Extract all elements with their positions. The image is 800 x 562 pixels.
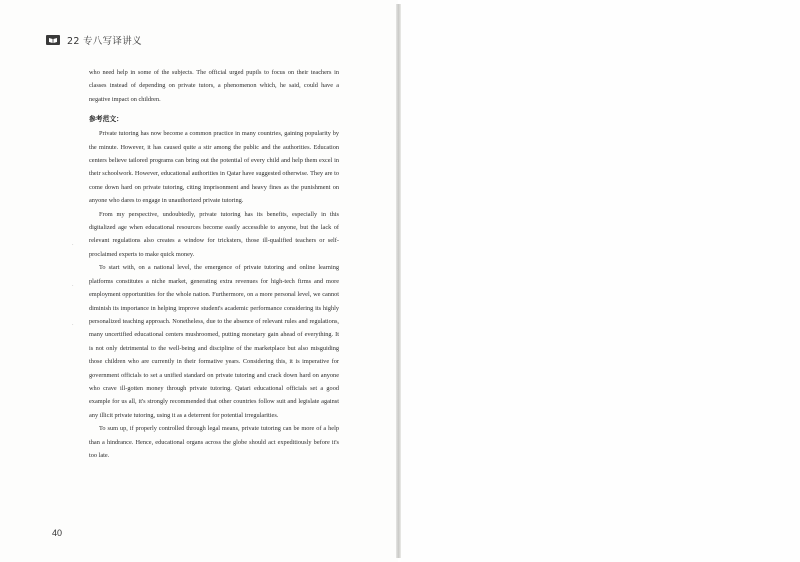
section-heading: 参考范文： (89, 115, 123, 124)
essay-paragraph-1: Private tutoring has now become a common practice in many countries, gaining popularity by the minute. However, it has caused quite a stir among the public and the authorities. Education centers believe tailored programs can bring out the potential of every child and help them excel in their schoolwork. However, educational authorities in Qatar have suggested otherwise. They are to come down hard on private tutoring, citing imprisonment and heavy fines as the punishment on anyone who dares to engage in unauthorized private tutoring. (89, 130, 339, 205)
page-header (46, 33, 142, 47)
left-page (0, 0, 398, 562)
body-text (89, 66, 339, 462)
intro-paragraph: who need help in some of the subjects. The official urged pupils to focus on their teachers in classes instead of depending on private tutors, a phenomenon which, he said, could have a negative impact on children. (89, 69, 339, 103)
page-number: 40 (52, 528, 63, 538)
essay-paragraph-4: To sum up, if properly controlled through legal means, private tutoring can be more of a help than a hindrance. Hence, educational organs across the globe should act expeditiously before it's too late. (89, 425, 339, 459)
margin-dot-mark: · (72, 322, 74, 328)
header-title: 22 专八写译讲义 (67, 36, 142, 47)
book-badge-icon (46, 35, 60, 45)
essay-paragraph-2: From my perspective, undoubtedly, private tutoring has its benefits, especially in this digitalized age when educational resources become easily accessible to anyone, but the lack of relevant regulations also creates a window for tricksters, those ill-qualified teachers or self-proclaimed experts to make quick money. (89, 210, 339, 258)
margin-dot-mark: · (72, 242, 74, 248)
margin-dot-mark: · (72, 283, 74, 289)
essay-paragraph-3: To start with, on a national level, the emergence of private tutoring and online learning platforms constitutes a niche market, generating extra revenues for high-tech firms and more employment opportunities for the whole nation. Furthermore, on a more personal level, we cannot diminish its importance in helping improve student's academic performance considering its highly personalized teaching approach. Nonetheless, due to the absence of relevant rules and regulations, many uncertified educational centers mushroomed, putting monetary gain ahead of everything. It is not only detrimental to the well-being and discipline of the marketplace but also misguiding those children who are currently in their formative years. Considering this, it is imperative for government officials to set a unified standard on private tutoring and crack down hard on anyone who crave ill-gotten money through private tutoring. Qatari educational officials set a good example for us all, it's strongly recommended that other countries follow suit and legislate against any illicit private tutoring, using it as a deterrent for potential irregularities. (89, 264, 339, 419)
right-page-blank (401, 0, 800, 562)
